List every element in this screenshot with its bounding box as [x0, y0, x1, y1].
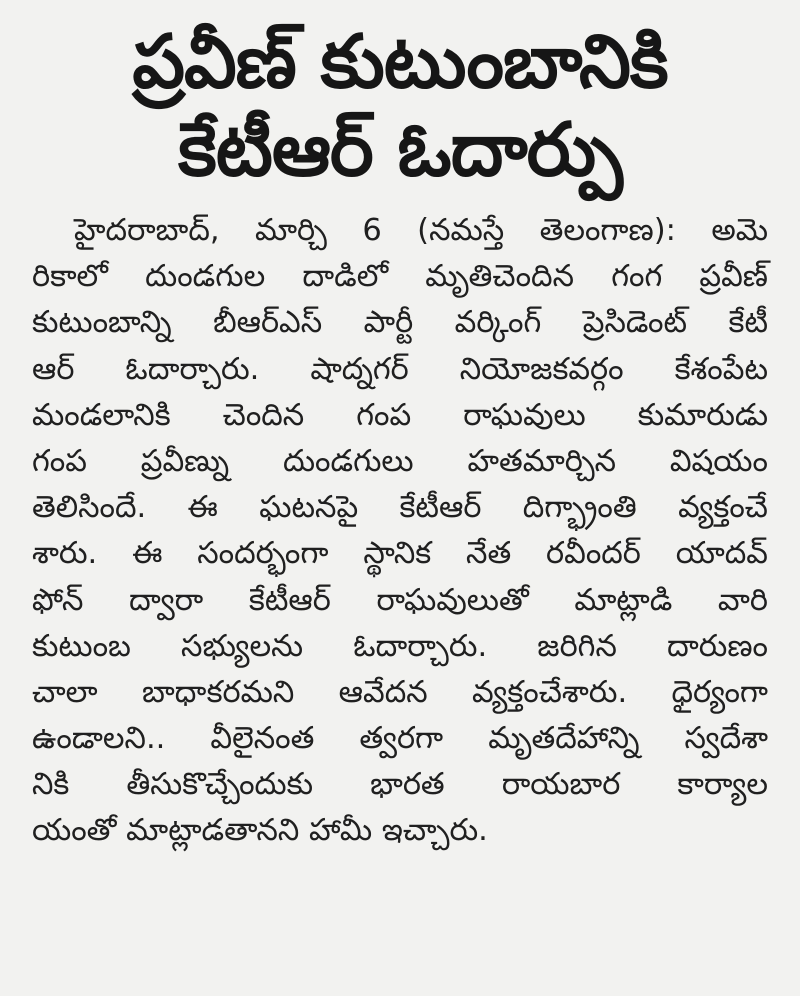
body-line: గంప ప్రవీణ్ను దుండగులు హతమార్చిన విషయం	[32, 443, 768, 479]
body-line: తెలిసిందే. ఈ ఘటనపై కేటీఆర్ దిగ్భ్రాంతి వ్యక్తంచే	[32, 490, 768, 526]
body-line: శారు. ఈ సందర్భంగా స్థానిక నేత రవీందర్ యాదవ్	[32, 536, 768, 572]
body-line: రికాలో దుండగుల దాడిలో మృతిచెందిన గంగ ప్రవీణ్	[32, 259, 768, 295]
headline-line-1: ప్రవీణ్ కుటుంబానికి	[132, 19, 668, 105]
body-line: చాలా బాధాకరమని ఆవేదన వ్యక్తంచేశారు. ధైర్యంగా	[32, 674, 768, 710]
headline-line-2: కేటీఆర్ ఓదార్పు	[178, 107, 622, 193]
body-line: కుటుంబ సభ్యులను ఓదార్చారు. జరిగిన దారుణం	[32, 628, 768, 664]
body-line: నికి తీసుకొచ్చేందుకు భారత రాయబార కార్యాల	[32, 767, 768, 803]
body-line: మండలానికి చెందిన గంప రాఘవులు కుమారుడు	[32, 397, 768, 433]
headline	[32, 18, 768, 194]
article-body	[32, 208, 768, 855]
body-line: ఉండాలని.. వీలైనంత త్వరగా మృతదేహాన్ని స్వదేశా	[32, 721, 768, 757]
body-line: హైదరాబాద్, మార్చి 6 (నమస్తే తెలంగాణ): అమె	[74, 213, 768, 248]
body-line: యంతో మాట్లాడతానని హామీ ఇచ్చారు.	[32, 813, 488, 849]
body-line: కుటుంబాన్ని బీఆర్ఎస్ పార్టీ వర్కింగ్ ప్రెసిడెంట్ కేటీ	[32, 305, 768, 341]
body-line: ఆర్ ఓదార్చారు. షాద్నగర్ నియోజకవర్గం కేశంపేట	[32, 351, 768, 387]
body-line: ఫోన్ ద్వారా కేటీఆర్ రాఘవులుతో మాట్లాడి వారి	[32, 582, 768, 618]
